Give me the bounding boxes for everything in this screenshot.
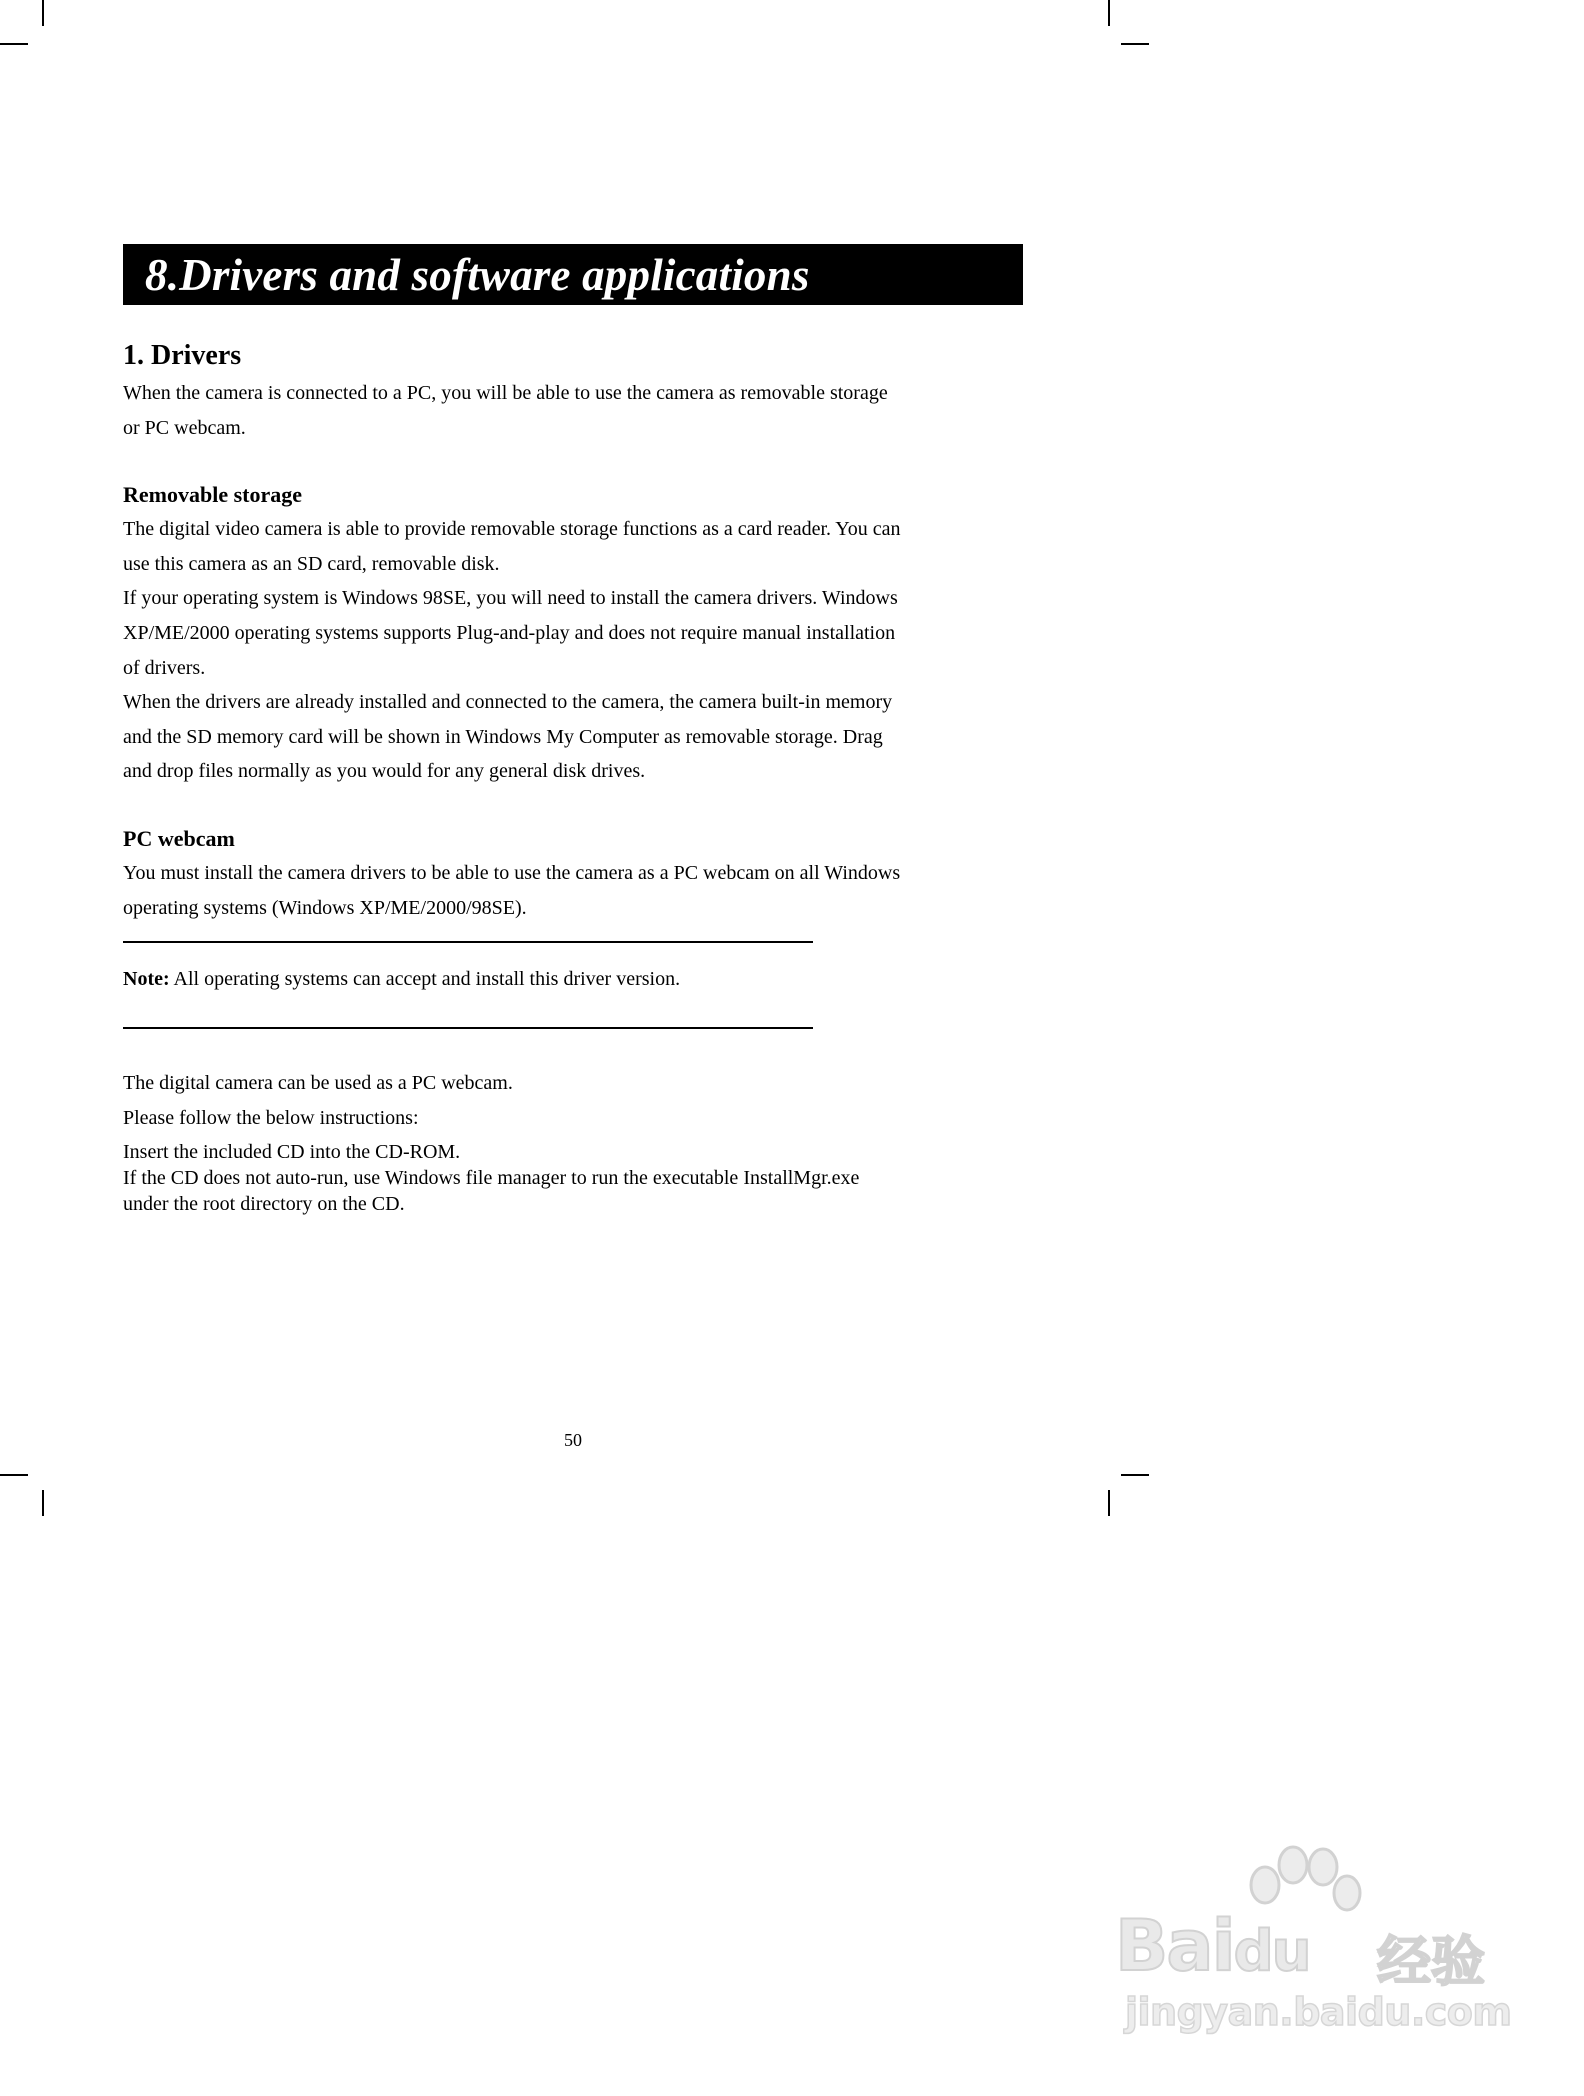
drivers-intro-line-1: When the camera is connected to a PC, you will be able to use the camera as removable storage (123, 382, 888, 404)
note-text: All operating systems can accept and install this driver version. (173, 968, 681, 991)
crop-mark-bottom-right-vertical (1108, 1490, 1110, 1516)
crop-mark-bottom-left-vertical (42, 1490, 44, 1516)
baidu-jingyan-watermark (1115, 1845, 1512, 2045)
crop-mark-top-left-vertical (42, 0, 44, 26)
removable-line-5: of drivers. (123, 656, 206, 679)
watermark-brand-latin: Bai (1115, 1905, 1234, 1987)
drivers-intro-line-2: or PC webcam. (123, 416, 246, 439)
subsection-title-removable-storage: Removable storage (123, 482, 303, 508)
removable-line-4: XP/ME/2000 operating systems supports Plug-and-play and does not require manual installation (123, 621, 896, 644)
removable-line-7: and the SD memory card will be shown in Windows My Computer as removable storage. Drag (123, 725, 883, 748)
removable-line-6: When the drivers are already installed and connected to the camera, the camera built-in memory (123, 691, 893, 714)
webcam-line-1: You must install the camera drivers to be able to use the camera as a PC webcam on all Windows (123, 861, 901, 884)
watermark-brand-du: du (1233, 1919, 1310, 1984)
watermark-brand (1115, 1905, 1310, 1987)
crop-mark-top-right-horizontal (1121, 43, 1149, 45)
note-label: Note: (123, 968, 170, 991)
webcam-line-2: operating systems (Windows XP/ME/2000/98SE). (123, 896, 527, 919)
subsection-title-pc-webcam: PC webcam (123, 825, 235, 851)
chapter-heading-bar (123, 244, 1023, 305)
chapter-heading: 8.Drivers and software applications (145, 249, 810, 300)
page-number: 50 (564, 1430, 582, 1450)
crop-mark-top-right-vertical (1108, 0, 1110, 26)
removable-line-1: The digital video camera is able to provide removable storage functions as a card reader. You can (123, 518, 901, 541)
note (123, 962, 1028, 996)
crop-mark-bottom-left-horizontal (0, 1474, 28, 1476)
crop-mark-bottom-right-horizontal (1121, 1474, 1149, 1476)
instructions-line-2: Please follow the below instructions: (123, 1106, 419, 1129)
section-title-drivers: 1. Drivers (123, 340, 242, 371)
page-body (123, 336, 1028, 1217)
removable-line-8: and drop files normally as you would for any general disk drives. (123, 760, 646, 783)
removable-line-2: use this camera as an SD card, removable disk. (123, 552, 500, 575)
instructions-step-3: under the root directory on the CD. (123, 1193, 405, 1216)
removable-line-3: If your operating system is Windows 98SE, you will need to install the camera drivers. Windows (123, 587, 898, 610)
watermark-url: jingyan.baidu.com (1125, 1990, 1512, 2034)
crop-mark-top-left-horizontal (0, 43, 28, 45)
instructions-step-1: Insert the included CD into the CD-ROM. (123, 1141, 461, 1164)
instructions-line-1: The digital camera can be used as a PC webcam. (123, 1072, 513, 1095)
watermark-jingyan: 经验 (1377, 1930, 1485, 1993)
instructions-step-2: If the CD does not auto-run, use Windows file manager to run the executable InstallMgr.exe (123, 1167, 860, 1190)
